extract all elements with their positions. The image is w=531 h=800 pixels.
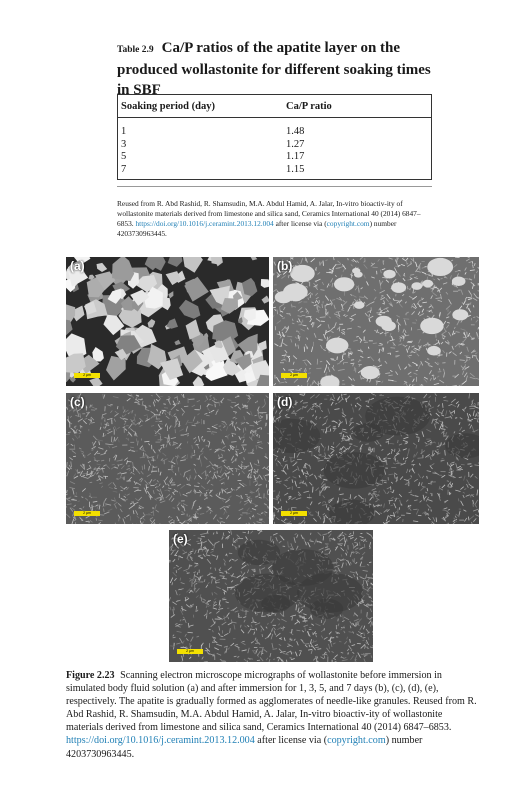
table-cell-day: 7 [121,163,127,175]
table-cell-ratio: 1.15 [286,163,305,175]
figure-source-text: Reused from R. Abd Rashid, R. Shamsudin, M.A. Abdul Hamid, A. Jalar, In-vitro bioactiv-ity of wollastonite materials derived from limestone and silica sand, Ceramics International 40 (2014) 6847–6853. [66,696,477,734]
sem-panel-e [169,530,373,662]
table-source-end: ) number 4203730963445. [117,219,397,238]
table-cell-day: 1 [121,126,127,137]
figure-source-end: ) number 4203730963445. [66,735,423,760]
table-body [118,118,431,176]
table-cell-ratio: 1.17 [286,151,305,162]
table-row [118,139,431,152]
table-doi-link[interactable]: https://doi.org/10.1016/j.ceramint.2013.12.004 [135,219,274,228]
caP-ratio-table [117,94,432,180]
sem-image-d [273,393,479,524]
table-row [118,126,431,139]
table-copyright-link[interactable]: copyright.com [326,219,370,228]
sem-panel-c [66,393,269,524]
panel-label-e: (e) [173,532,188,546]
sem-image-a [66,257,269,386]
figure-caption-text: Scanning electron microscope micrographs of wollastonite before immersion in simulated body fluid solution (a) and after immersion for 1, 3, 5, and 7 days (b), (c), (d), (e), respectively. The apatite is gradually formed as agglomerates of needle-like granules. [66,670,442,708]
table-title: Ca/P ratios of the apatite layer on the produced wollastonite for different soaking times in SBF [117,40,431,98]
sem-panel-b [273,257,479,386]
sem-image-e [169,530,373,662]
panel-label-d: (d) [277,395,293,409]
figure-source-mid: after license via ( [254,735,328,747]
table-caption [117,38,437,100]
panel-label-a: (a) [70,259,85,273]
table-cell-day: 5 [121,151,127,162]
table-source-text: Reused from R. Abd Rashid, R. Shamsudin, M.A. Abdul Hamid, A. Jalar, In-vitro bioactiv-ity of wollastonite materials derived from limestone and silica sand, Ceramics International 40 (2014) 6847–6853. [117,199,421,228]
sem-image-b [273,257,479,386]
figure-doi-link[interactable]: https://doi.org/10.1016/j.ceramint.2013.12.004 [66,735,255,747]
table-label: Table 2.9 [117,45,154,55]
table-header-ratio: Ca/P ratio [286,100,332,112]
table-header-soaking: Soaking period (day) [121,100,215,112]
figure-caption [66,669,480,761]
figure-copyright-link[interactable]: copyright.com [327,735,386,747]
table-cell-day: 3 [121,138,127,150]
sem-panel-a [66,257,269,386]
table-header-row [118,95,431,118]
table-source-mid: after license via ( [273,219,327,228]
panel-label-b: (b) [277,259,293,273]
scale-bar-d: 2 µm [281,511,307,516]
scale-bar-a: 2 µm [74,373,100,378]
sem-image-c [66,393,269,524]
table-row [118,151,431,164]
scale-bar-e: 2 µm [177,649,203,654]
table-row [118,164,431,177]
sem-panel-d [273,393,479,524]
table-source-note [117,199,437,239]
panel-label-c: (c) [70,395,85,409]
table-cell-ratio: 1.27 [286,138,305,150]
table-bottom-rule [117,186,432,187]
table-cell-ratio: 1.48 [286,126,305,137]
scale-bar-c: 2 µm [74,511,100,516]
scale-bar-b: 2 µm [281,373,307,378]
figure-label: Figure 2.23 [66,670,115,681]
